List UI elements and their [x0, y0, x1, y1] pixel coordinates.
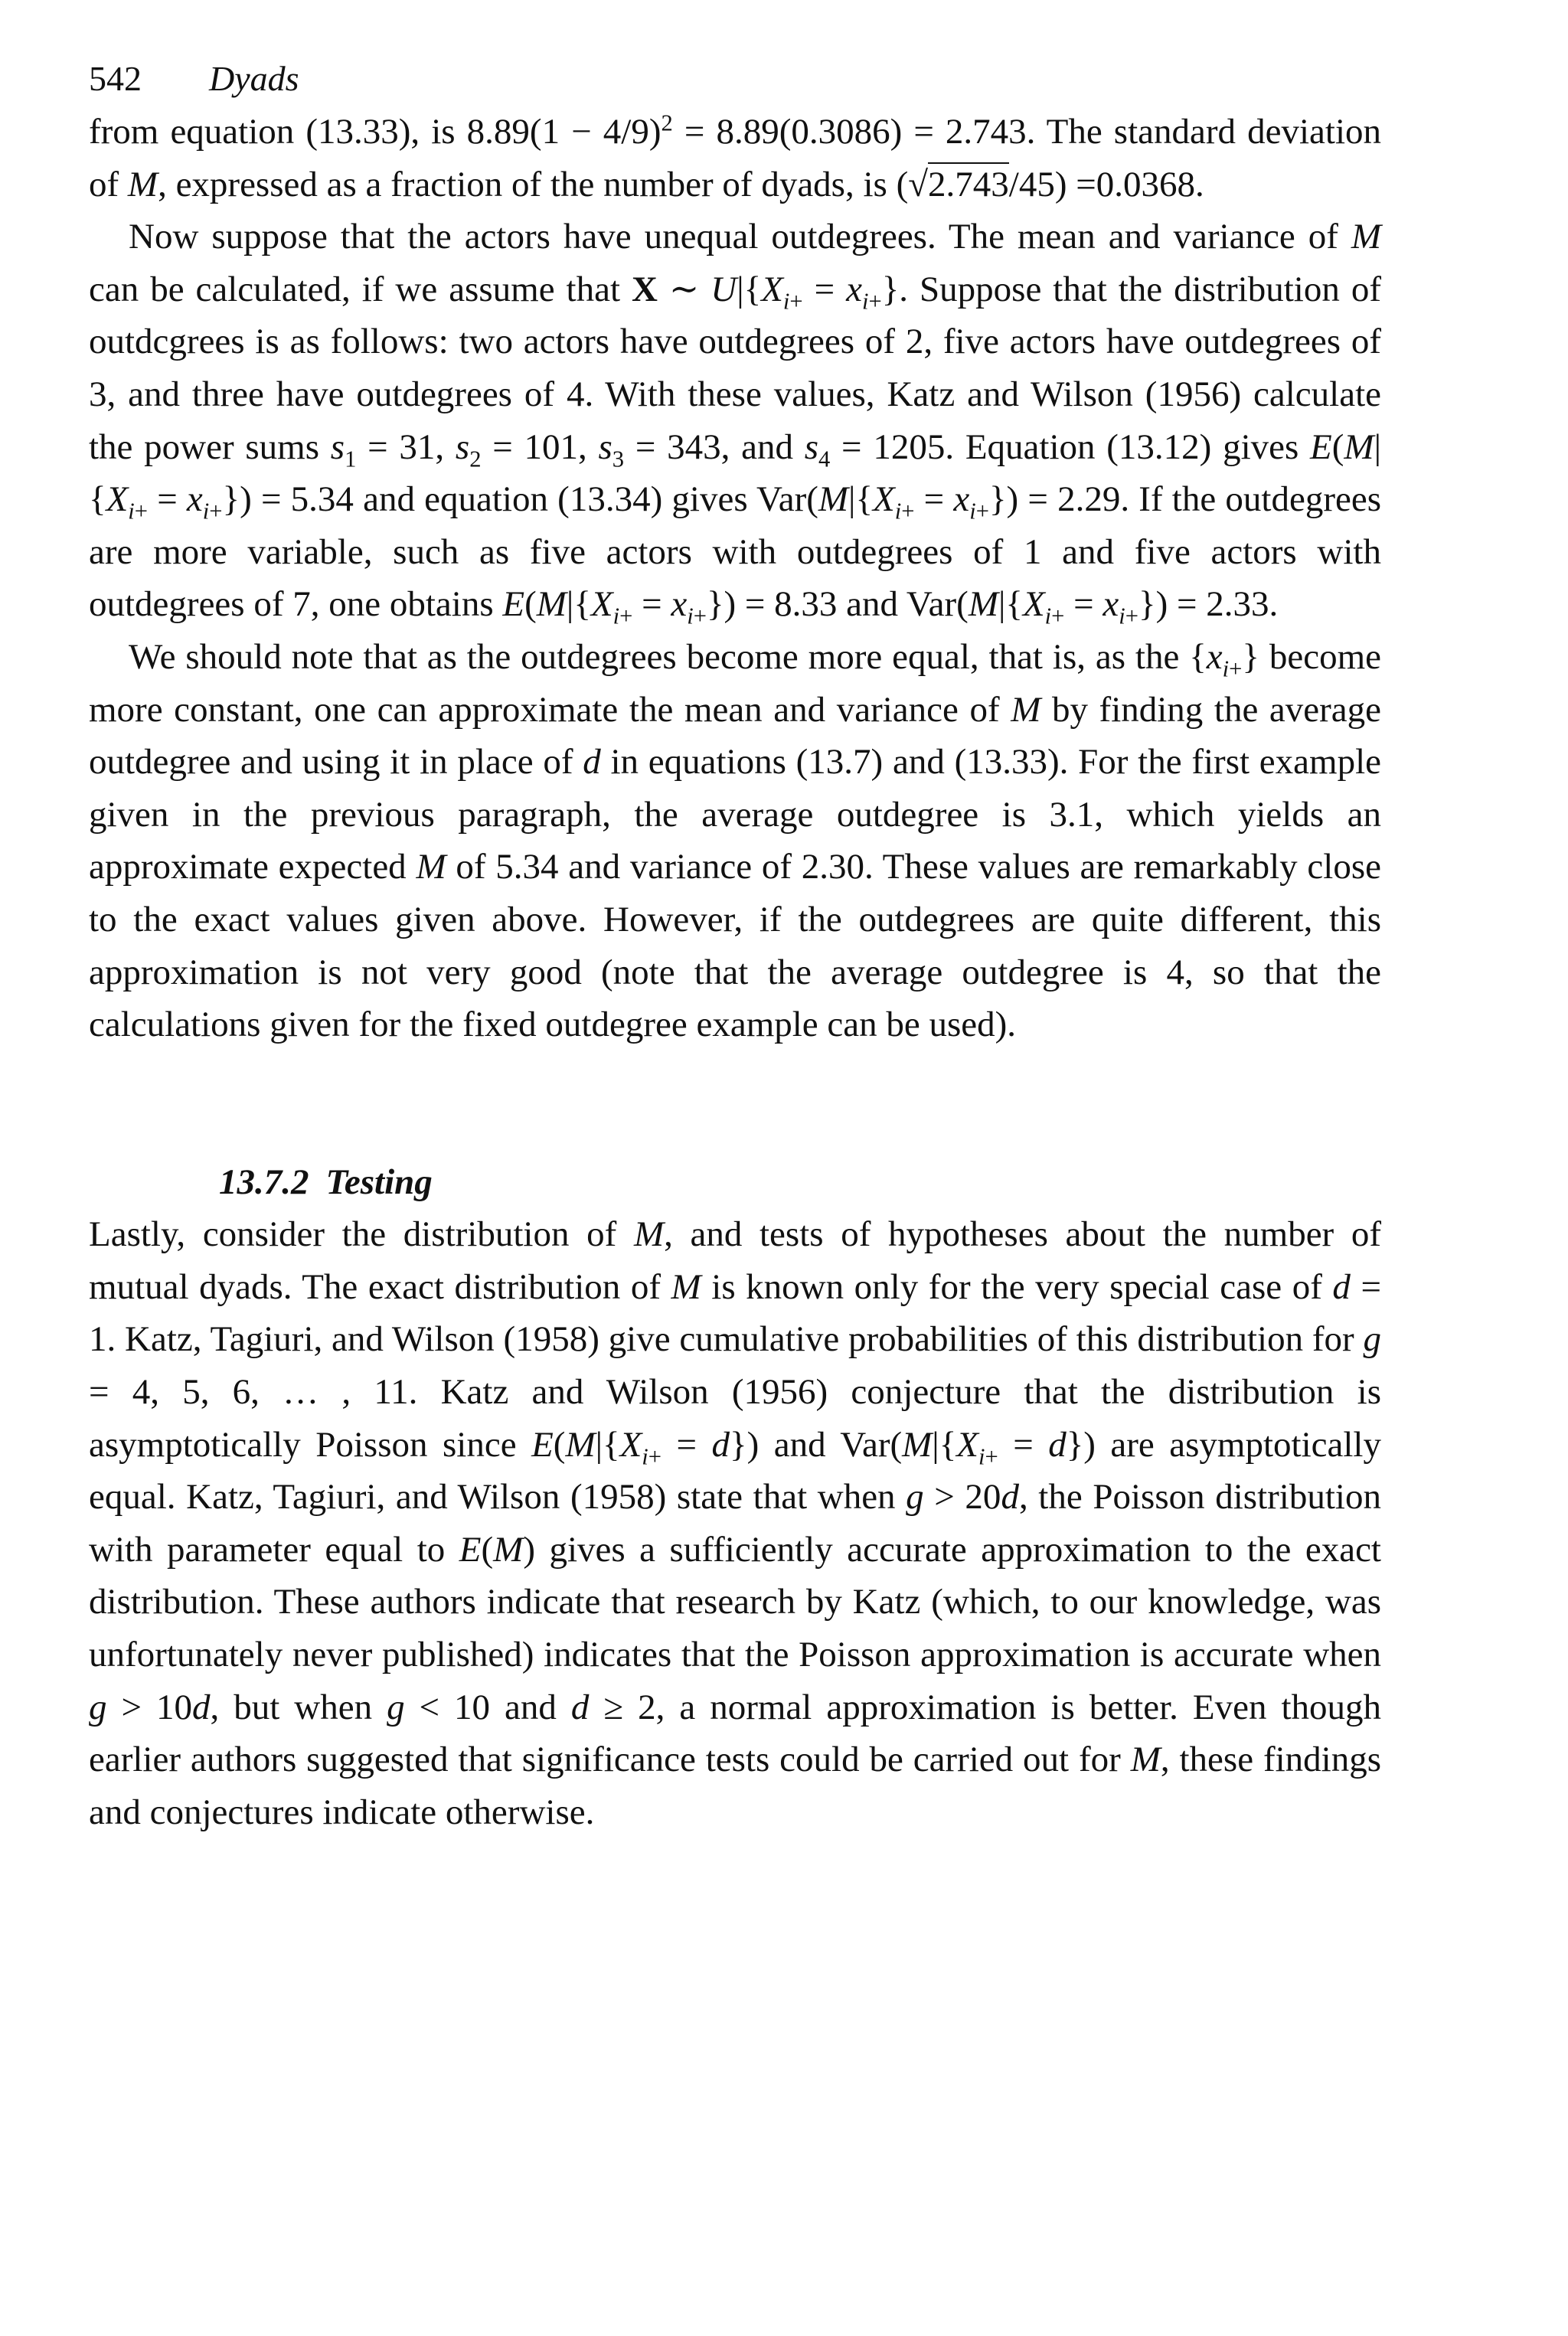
page-header: [89, 52, 1381, 106]
paragraph-unequal-outdegrees: Now suppose that the actors have unequal outdegrees. The mean and variance of M can be calculated, if we assume that X ∼ $U|\{X_{i+} = x_{i+}\}$. Suppose that the distribution of outdcgrees is as follows: two actors have outdegrees of 2, five actors have outdegrees of 3, and three have outdegrees of 4. With these values, Katz and Wilson (1956) calculate the power sums $s_1 = 31$, $s_2 = 101$, $s_3 = 343$, and $s_4 = 1205$. Equation (13.12) gives $E(M|\{X_{i+} = x_{i+}\}) = 5.34$ and equation (13.34) gives $Var(M|\{X_{i+} = x_{i+}\}) = 2.29$. If the outdegrees are more variable, such as five actors with outdegrees of 1 and five actors with outdegrees of 7, one obtains $E(M|\{X_{i+} = x_{i+}\}) = 8.33$ and $Var(M|\{X_{i+} = x_{i+}\}) = 2.33$.: [89, 217, 1381, 629]
page-number: 542: [89, 59, 142, 98]
section-title: Testing: [325, 1161, 433, 1202]
paragraph-continuation: from equation (13.33), is $8.89(1 - 4/9)^2 = 8.89(0.3086) = 2.743$. The standard deviation of M, expressed as a fraction of the number of dyads, is (√2.743/45) =0.0368.: [89, 109, 1382, 204]
section-number: 13.7.2: [219, 1161, 309, 1202]
section-heading: [219, 1156, 1381, 1209]
paragraph-approximation: We should note that as the outdegrees become more equal, that is, as the $\{x_{i+}\}$ become more constant, one can approximate the mean and variance of M by finding the average outdegree and using it in place of d in equations (13.7) and (13.33). For the first example given in the previous paragraph, the average outdegree is 3.1, which yields an approximate expected M of 5.34 and variance of 2.30. These values are remarkably close to the exact values given above. However, if the outdegrees are quite different, this approximation is not very good (note that the average outdegree is 4, so that the calculations given for the fixed outdegree example can be used).: [89, 636, 1381, 1045]
book-page: [89, 52, 1381, 1838]
running-title: Dyads: [209, 59, 299, 98]
paragraph-testing: Lastly, consider the distribution of M, and tests of hypotheses about the number of mutual dyads. The exact distribution of M is known only for the very special case of d = 1. Katz, Tagiuri, and Wilson (1958) give cumulative probabilities of this distribution for g = 4, 5, 6, … , 11. Katz and Wilson (1956) conjecture that the distribution is asymptotically Poisson since $E(M|\{X_{i+} = d\})$ and $Var(M|\{X_{i+} = d\})$ are asymptotically equal. Katz, Tagiuri, and Wilson (1958) state that when g > 20d, the Poisson distribution with parameter equal to E(M) gives a sufficiently accurate approximation to the exact distribution. These authors indicate that research by Katz (which, to our knowledge, was unfortunately never published) indicates that the Poisson approximation is accurate when g > 10d, but when g < 10 and d ≥ 2, a normal approximation is better. Even though earlier authors suggested that significance tests could be carried out for M, these findings and conjectures indicate otherwise.: [89, 1214, 1381, 1832]
